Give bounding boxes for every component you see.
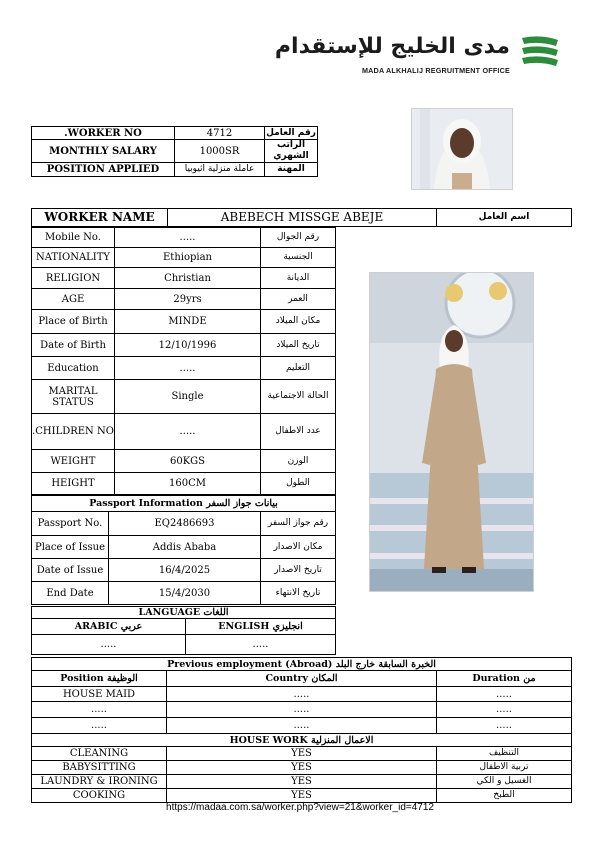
detail-label-ar: الوزن — [261, 450, 336, 473]
col-country: Country المكان — [167, 671, 437, 687]
worker-portrait-photo — [411, 108, 513, 190]
detail-value: 160CM — [115, 473, 261, 495]
detail-row — [32, 228, 336, 248]
detail-label-ar: الطول — [261, 473, 336, 495]
passport-label: Passport No. — [32, 512, 109, 536]
worker-full-body-photo — [369, 272, 534, 592]
employment-row — [32, 687, 572, 702]
employment-table — [31, 657, 572, 734]
passport-row — [32, 536, 336, 559]
employment-row — [32, 718, 572, 734]
footer-url: https://madaa.com.sa/worker.php?view=21&worker_id=4712 — [166, 802, 434, 813]
worker-name-value: ABEBECH MISSGE ABEJE — [168, 209, 437, 227]
housework-label-ar: الطبخ — [437, 789, 572, 803]
passport-label: Date of Issue — [32, 559, 109, 582]
passport-value: Addis Ababa — [109, 536, 261, 559]
detail-row — [32, 380, 336, 414]
housework-table — [31, 733, 572, 803]
passport-table — [31, 495, 336, 605]
housework-row — [32, 747, 572, 761]
detail-label-ar: الجنسية — [261, 248, 336, 268]
passport-label: End Date — [32, 582, 109, 605]
worker-no-value: 4712 — [175, 127, 265, 140]
english-label: ENGLISH انجليزي — [186, 619, 336, 635]
detail-value: Ethiopian — [115, 248, 261, 268]
employment-position: HOUSE MAID — [32, 687, 167, 702]
detail-label-ar: العمر — [261, 289, 336, 310]
housework-row — [32, 761, 572, 775]
housework-label-ar: الغسيل و الكي — [437, 775, 572, 789]
passport-label-ar: تاريخ الانتهاء — [261, 582, 336, 605]
detail-value: ..... — [115, 357, 261, 380]
housework-label: CLEANING — [32, 747, 167, 761]
employment-position: ..... — [32, 702, 167, 718]
detail-label: Date of Birth — [32, 334, 115, 357]
detail-label-ar: عدد الاطفال — [261, 414, 336, 450]
housework-value: YES — [167, 789, 437, 803]
housework-label-ar: التنظيف — [437, 747, 572, 761]
detail-row — [32, 357, 336, 380]
detail-label: HEIGHT — [32, 473, 115, 495]
employment-header-row — [32, 671, 572, 687]
detail-value: ..... — [115, 414, 261, 450]
language-table — [31, 606, 336, 655]
english-value: ..... — [186, 635, 336, 655]
salary-label-ar: الراتب الشهري — [265, 140, 318, 163]
passport-row — [32, 512, 336, 536]
passport-label-ar: رقم جواز السفر — [261, 512, 336, 536]
employment-position: ..... — [32, 718, 167, 734]
detail-row — [32, 289, 336, 310]
employment-country: ..... — [167, 687, 437, 702]
detail-row — [32, 473, 336, 495]
detail-value: 60KGS — [115, 450, 261, 473]
header-row — [32, 163, 318, 177]
detail-label: .CHILDREN NO — [32, 414, 115, 450]
housework-row — [32, 775, 572, 789]
detail-label-ar: تاريخ الميلاد — [261, 334, 336, 357]
worker-no-label-ar: رقم العامل — [266, 127, 316, 138]
passport-row — [32, 582, 336, 605]
passport-label-ar: مكان الاصدار — [261, 536, 336, 559]
housework-title-row — [32, 734, 572, 747]
header-row — [32, 127, 318, 140]
passport-row — [32, 559, 336, 582]
housework-label: COOKING — [32, 789, 167, 803]
position-label: POSITION APPLIED — [32, 163, 175, 177]
detail-label: AGE — [32, 289, 115, 310]
housework-row — [32, 789, 572, 803]
detail-label: RELIGION — [32, 268, 115, 289]
logo-mark-icon — [518, 32, 562, 72]
position-value: عاملة منزلية اثيوبيا — [175, 163, 265, 177]
logo-english-text: MADA ALKHALIJ REGRUITMENT OFFICE — [361, 66, 510, 75]
position-label-ar: المهنة — [265, 163, 318, 177]
detail-label: WEIGHT — [32, 450, 115, 473]
employment-duration: ..... — [437, 702, 572, 718]
worker-name-label-ar: اسم العامل — [437, 209, 572, 227]
passport-title: Passport Information بيانات جواز السفر — [32, 496, 336, 512]
detail-label-ar: الحالة الاجتماعية — [261, 380, 336, 414]
passport-title-row — [32, 496, 336, 512]
detail-label: Place of Birth — [32, 310, 115, 334]
employment-title: Previous employment (Abroad) الخبرة السابقة خارج البلد — [32, 658, 572, 671]
header-table — [31, 126, 318, 177]
detail-row — [32, 414, 336, 450]
arabic-label: ARABIC عربي — [32, 619, 186, 635]
housework-value: YES — [167, 761, 437, 775]
detail-value: 12/10/1996 — [115, 334, 261, 357]
detail-label: NATIONALITY — [32, 248, 115, 268]
detail-label: MARITAL STATUS — [32, 380, 115, 414]
salary-value: 1000SR — [175, 140, 265, 163]
detail-row — [32, 334, 336, 357]
employment-duration: ..... — [437, 687, 572, 702]
detail-row — [32, 268, 336, 289]
logo-arabic-text: مدى الخليج للإستقدام — [274, 34, 510, 59]
language-title: LANGUAGE اللغات — [32, 607, 336, 619]
housework-label: BABYSITTING — [32, 761, 167, 775]
details-table — [31, 227, 336, 495]
housework-value: YES — [167, 775, 437, 789]
employment-row — [32, 702, 572, 718]
employment-duration: ..... — [437, 718, 572, 734]
detail-label-ar: مكان الميلاد — [261, 310, 336, 334]
detail-value: ..... — [115, 228, 261, 248]
worker-name-label: WORKER NAME — [32, 209, 168, 227]
employment-title-row — [32, 658, 572, 671]
language-title-row — [32, 607, 336, 619]
detail-label-ar: الديانة — [261, 268, 336, 289]
detail-value: 29yrs — [115, 289, 261, 310]
company-logo — [274, 28, 562, 80]
language-value-row — [32, 635, 336, 655]
worker-name-table — [31, 208, 572, 227]
housework-title: HOUSE WORK الاعمال المنزلية — [32, 734, 572, 747]
arabic-value: ..... — [32, 635, 186, 655]
detail-value: Christian — [115, 268, 261, 289]
detail-value: MINDE — [115, 310, 261, 334]
col-duration: Duration من — [437, 671, 572, 687]
detail-label: Education — [32, 357, 115, 380]
language-header-row — [32, 619, 336, 635]
passport-value: EQ2486693 — [109, 512, 261, 536]
worker-no-label: .WORKER NO — [32, 127, 175, 140]
detail-label-ar: التعليم — [261, 357, 336, 380]
passport-label-ar: تاريخ الاصدار — [261, 559, 336, 582]
salary-label: MONTHLY SALARY — [32, 140, 175, 163]
passport-value: 15/4/2030 — [109, 582, 261, 605]
housework-label-ar: تربية الاطفال — [437, 761, 572, 775]
detail-label: Mobile No. — [32, 228, 115, 248]
detail-value: Single — [115, 380, 261, 414]
detail-label-ar: رقم الجوال — [261, 228, 336, 248]
worker-name-row — [32, 209, 572, 227]
header-row — [32, 140, 318, 163]
employment-country: ..... — [167, 718, 437, 734]
detail-row — [32, 450, 336, 473]
employment-country: ..... — [167, 702, 437, 718]
detail-row — [32, 310, 336, 334]
housework-label: LAUNDRY & IRONING — [32, 775, 167, 789]
col-position: Position الوظيفة — [32, 671, 167, 687]
passport-label: Place of Issue — [32, 536, 109, 559]
passport-value: 16/4/2025 — [109, 559, 261, 582]
detail-row — [32, 248, 336, 268]
housework-value: YES — [167, 747, 437, 761]
